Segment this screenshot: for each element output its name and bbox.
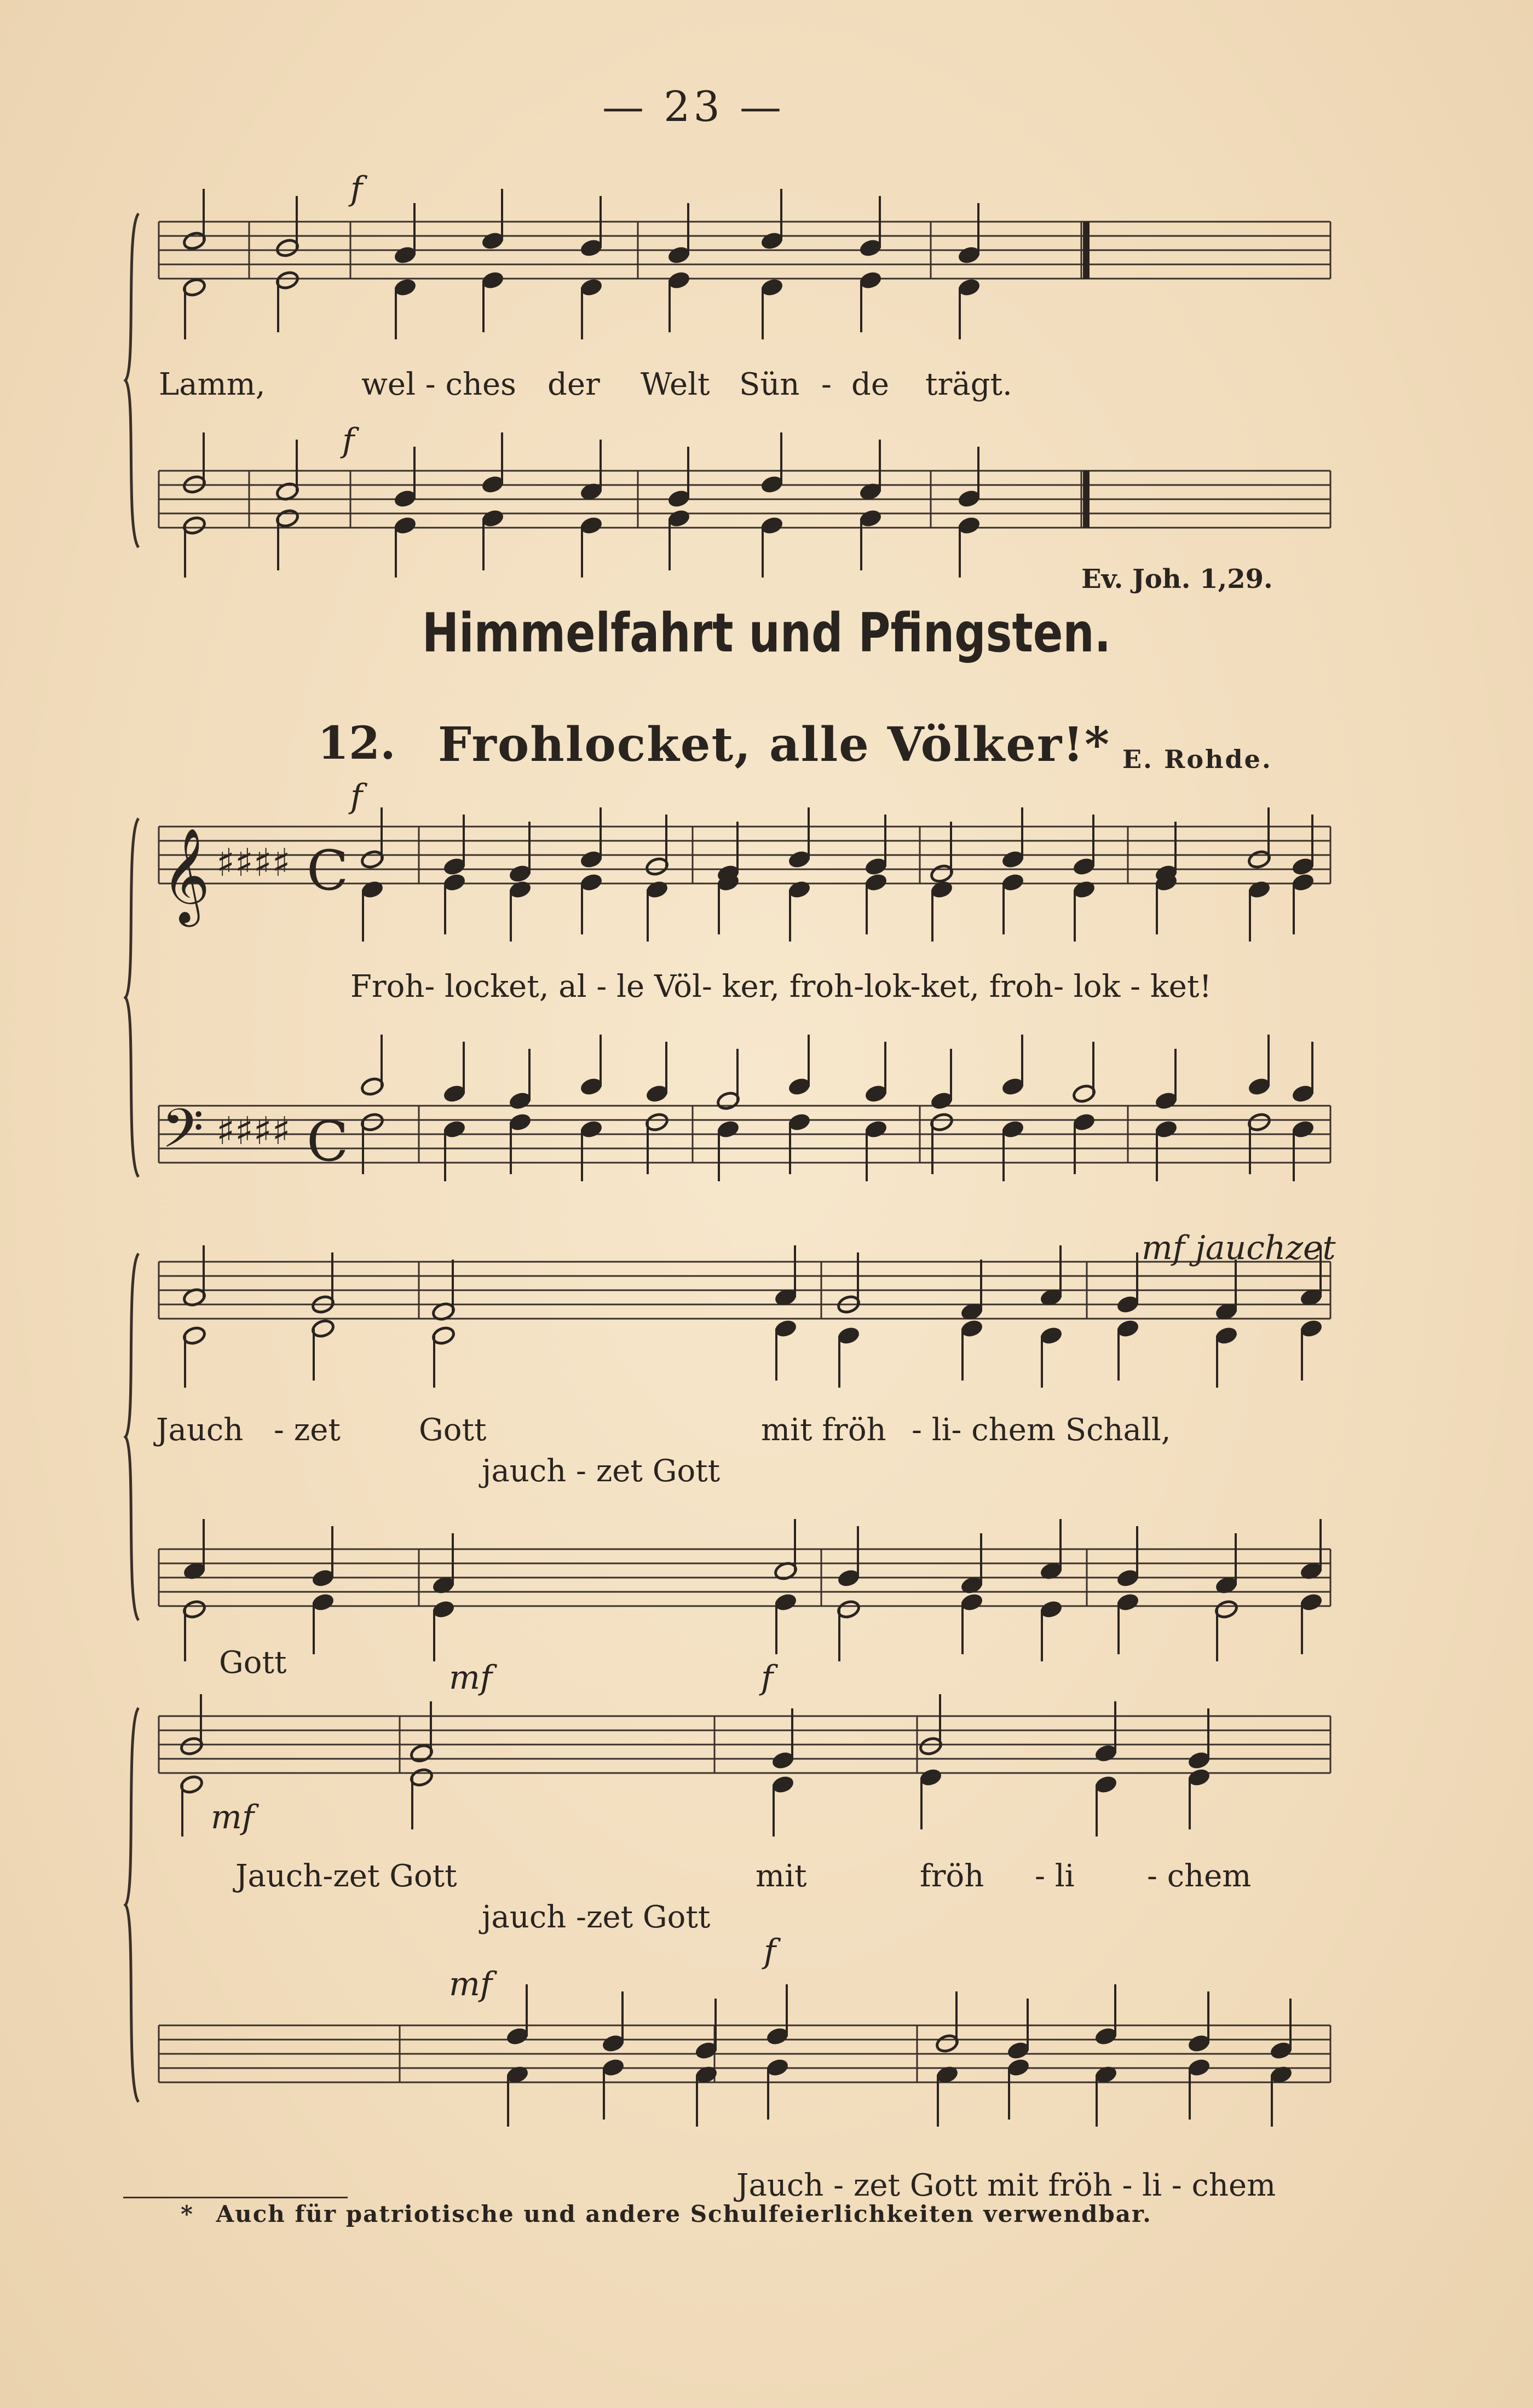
footnote-marker: *	[181, 2201, 194, 2227]
section-heading: Himmelfahrt und Pfingsten.	[422, 602, 1111, 665]
song-title: Frohlocket, alle Völker!*	[438, 717, 1110, 772]
lyric-word: wel - ches	[361, 367, 516, 402]
lyric-word: fröh	[920, 1858, 984, 1894]
composer: E. Rohde.	[1122, 744, 1272, 774]
lyric-word: - li	[1035, 1858, 1075, 1894]
lyric-word: Welt	[641, 367, 710, 402]
page-number: — 23 —	[602, 82, 785, 131]
common-time-icon: C	[307, 1110, 349, 1174]
lyric-line: jauch ‑ zet Gott	[482, 1453, 721, 1489]
dynamic-marking: f	[342, 421, 355, 460]
treble-clef-icon: 𝄞	[162, 828, 210, 923]
lyric-word: Lamm,	[159, 367, 266, 402]
brace	[125, 1708, 139, 2102]
lyric-word: mit fröh	[761, 1412, 886, 1448]
footnote-rule	[123, 2197, 348, 2198]
footnote-text: Auch für patriotische und andere Schulfeierlichkeiten verwendbar.	[216, 2201, 1152, 2227]
footnote	[181, 2201, 1152, 2227]
lyric-word: mit	[756, 1858, 807, 1894]
lyric-word: Jauch	[156, 1412, 244, 1448]
final-bar	[1083, 222, 1090, 279]
bass-clef-icon: 𝄢	[162, 1098, 204, 1174]
scripture-reference: Ev. Joh. 1,29.	[1081, 564, 1273, 594]
lyric-word: de	[851, 367, 889, 402]
lyric-line: Froh- locket, al - le Völ- ker, froh-lok-ket, froh- lok - ket!	[350, 969, 1212, 1004]
dynamic-marking: mf jauchzet	[1142, 1229, 1336, 1267]
dynamic-marking: mf	[449, 1965, 493, 2003]
brace	[125, 213, 139, 547]
dynamic-marking: f	[764, 1932, 776, 1971]
dynamic-marking: f	[350, 777, 363, 816]
lyric-word: Gott	[419, 1412, 487, 1448]
lyric-word: - chem	[1147, 1858, 1252, 1894]
common-time-icon: C	[307, 839, 349, 903]
dynamic-marking: f	[761, 1659, 774, 1697]
lyric-word: Jauch-zet Gott	[235, 1858, 457, 1894]
song-number: 12.	[318, 717, 396, 770]
lyric-word: der	[548, 367, 600, 402]
brace	[125, 818, 139, 1177]
lyric-word: - zet	[274, 1412, 341, 1448]
dynamic-marking: mf	[211, 1798, 255, 1837]
final-bar	[1083, 471, 1090, 528]
dynamic-marking: mf	[449, 1659, 493, 1697]
brace	[125, 1254, 139, 1620]
lyric-word: trägt.	[925, 367, 1012, 402]
lyric-word: Gott	[219, 1645, 287, 1681]
lyric-line: Jauch - zet Gott mit fröh - li - chem	[736, 2168, 1276, 2203]
sharp-icon: ♯♯♯♯	[216, 840, 291, 885]
lyric-word: -	[821, 367, 832, 402]
sharp-icon: ♯♯♯♯	[216, 1108, 291, 1153]
lyric-word: Sün	[739, 367, 800, 402]
dynamic-marking: f	[350, 170, 363, 208]
lyric-line: jauch -zet Gott	[482, 1899, 711, 1935]
lyric-word: - li- chem Schall,	[912, 1412, 1171, 1448]
